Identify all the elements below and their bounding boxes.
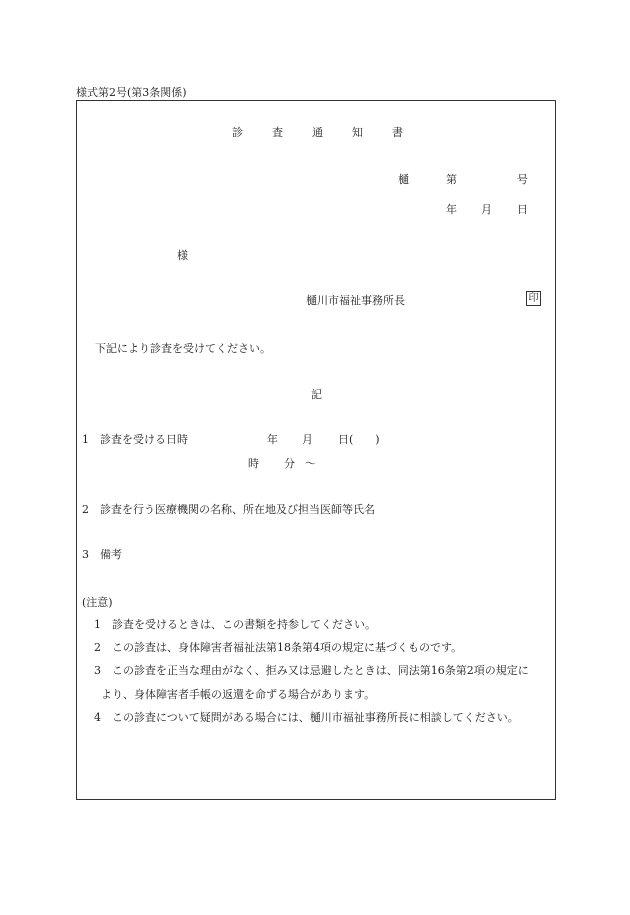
ref-prefix: 樋 bbox=[398, 173, 409, 186]
note-1: 1 診査を受けるときは、この書類を持参してください。 bbox=[94, 618, 376, 631]
ki-heading: 記 bbox=[311, 388, 322, 401]
item-1-hour: 時 bbox=[248, 457, 259, 470]
title-char-4: 知 bbox=[352, 126, 363, 139]
note-3-line-2: より、身体障害者手帳の返還を命ずる場合があります。 bbox=[101, 688, 376, 701]
title-char-5: 書 bbox=[392, 126, 403, 139]
issuer-name: 樋川市福祉事務所長 bbox=[306, 294, 405, 307]
ref-go: 号 bbox=[517, 173, 528, 186]
item-1-year: 年 bbox=[267, 433, 278, 446]
item-1-minute: 分 bbox=[284, 457, 295, 470]
date-day: 日 bbox=[517, 203, 528, 216]
item-3-label: 3 備考 bbox=[82, 548, 122, 561]
form-number-label: 様式第2号(第3条関係) bbox=[76, 86, 187, 99]
item-2-label: 2 診査を行う医療機関の名称、所在地及び担当医師等氏名 bbox=[82, 503, 375, 516]
ref-dai: 第 bbox=[446, 173, 457, 186]
intro-text: 下記により診査を受けてください。 bbox=[95, 342, 271, 355]
date-year: 年 bbox=[446, 203, 457, 216]
title-char-3: 通 bbox=[312, 126, 323, 139]
item-1-month: 月 bbox=[302, 433, 313, 446]
title-char-2: 査 bbox=[272, 126, 283, 139]
item-1-tilde: ～ bbox=[305, 457, 316, 470]
notes-heading: (注意) bbox=[82, 596, 113, 609]
item-1-label: 1 診査を受ける日時 bbox=[82, 433, 188, 446]
title-char-1: 診 bbox=[232, 126, 243, 139]
note-2: 2 この診査は、身体障害者福祉法第18条第4項の規定に基づくものです。 bbox=[94, 641, 463, 654]
date-month: 月 bbox=[481, 203, 492, 216]
note-4: 4 この診査について疑問がある場合には、樋川市福祉事務所長に相談してください。 bbox=[94, 711, 519, 724]
seal-mark: 印 bbox=[526, 291, 541, 306]
note-3-line-1: 3 この診査を正当な理由がなく、拒み又は忌避したときは、同法第16条第2項の規定に bbox=[94, 664, 529, 677]
item-1-day-weekday: 日( ) bbox=[338, 433, 380, 446]
addressee-suffix: 様 bbox=[177, 249, 188, 262]
